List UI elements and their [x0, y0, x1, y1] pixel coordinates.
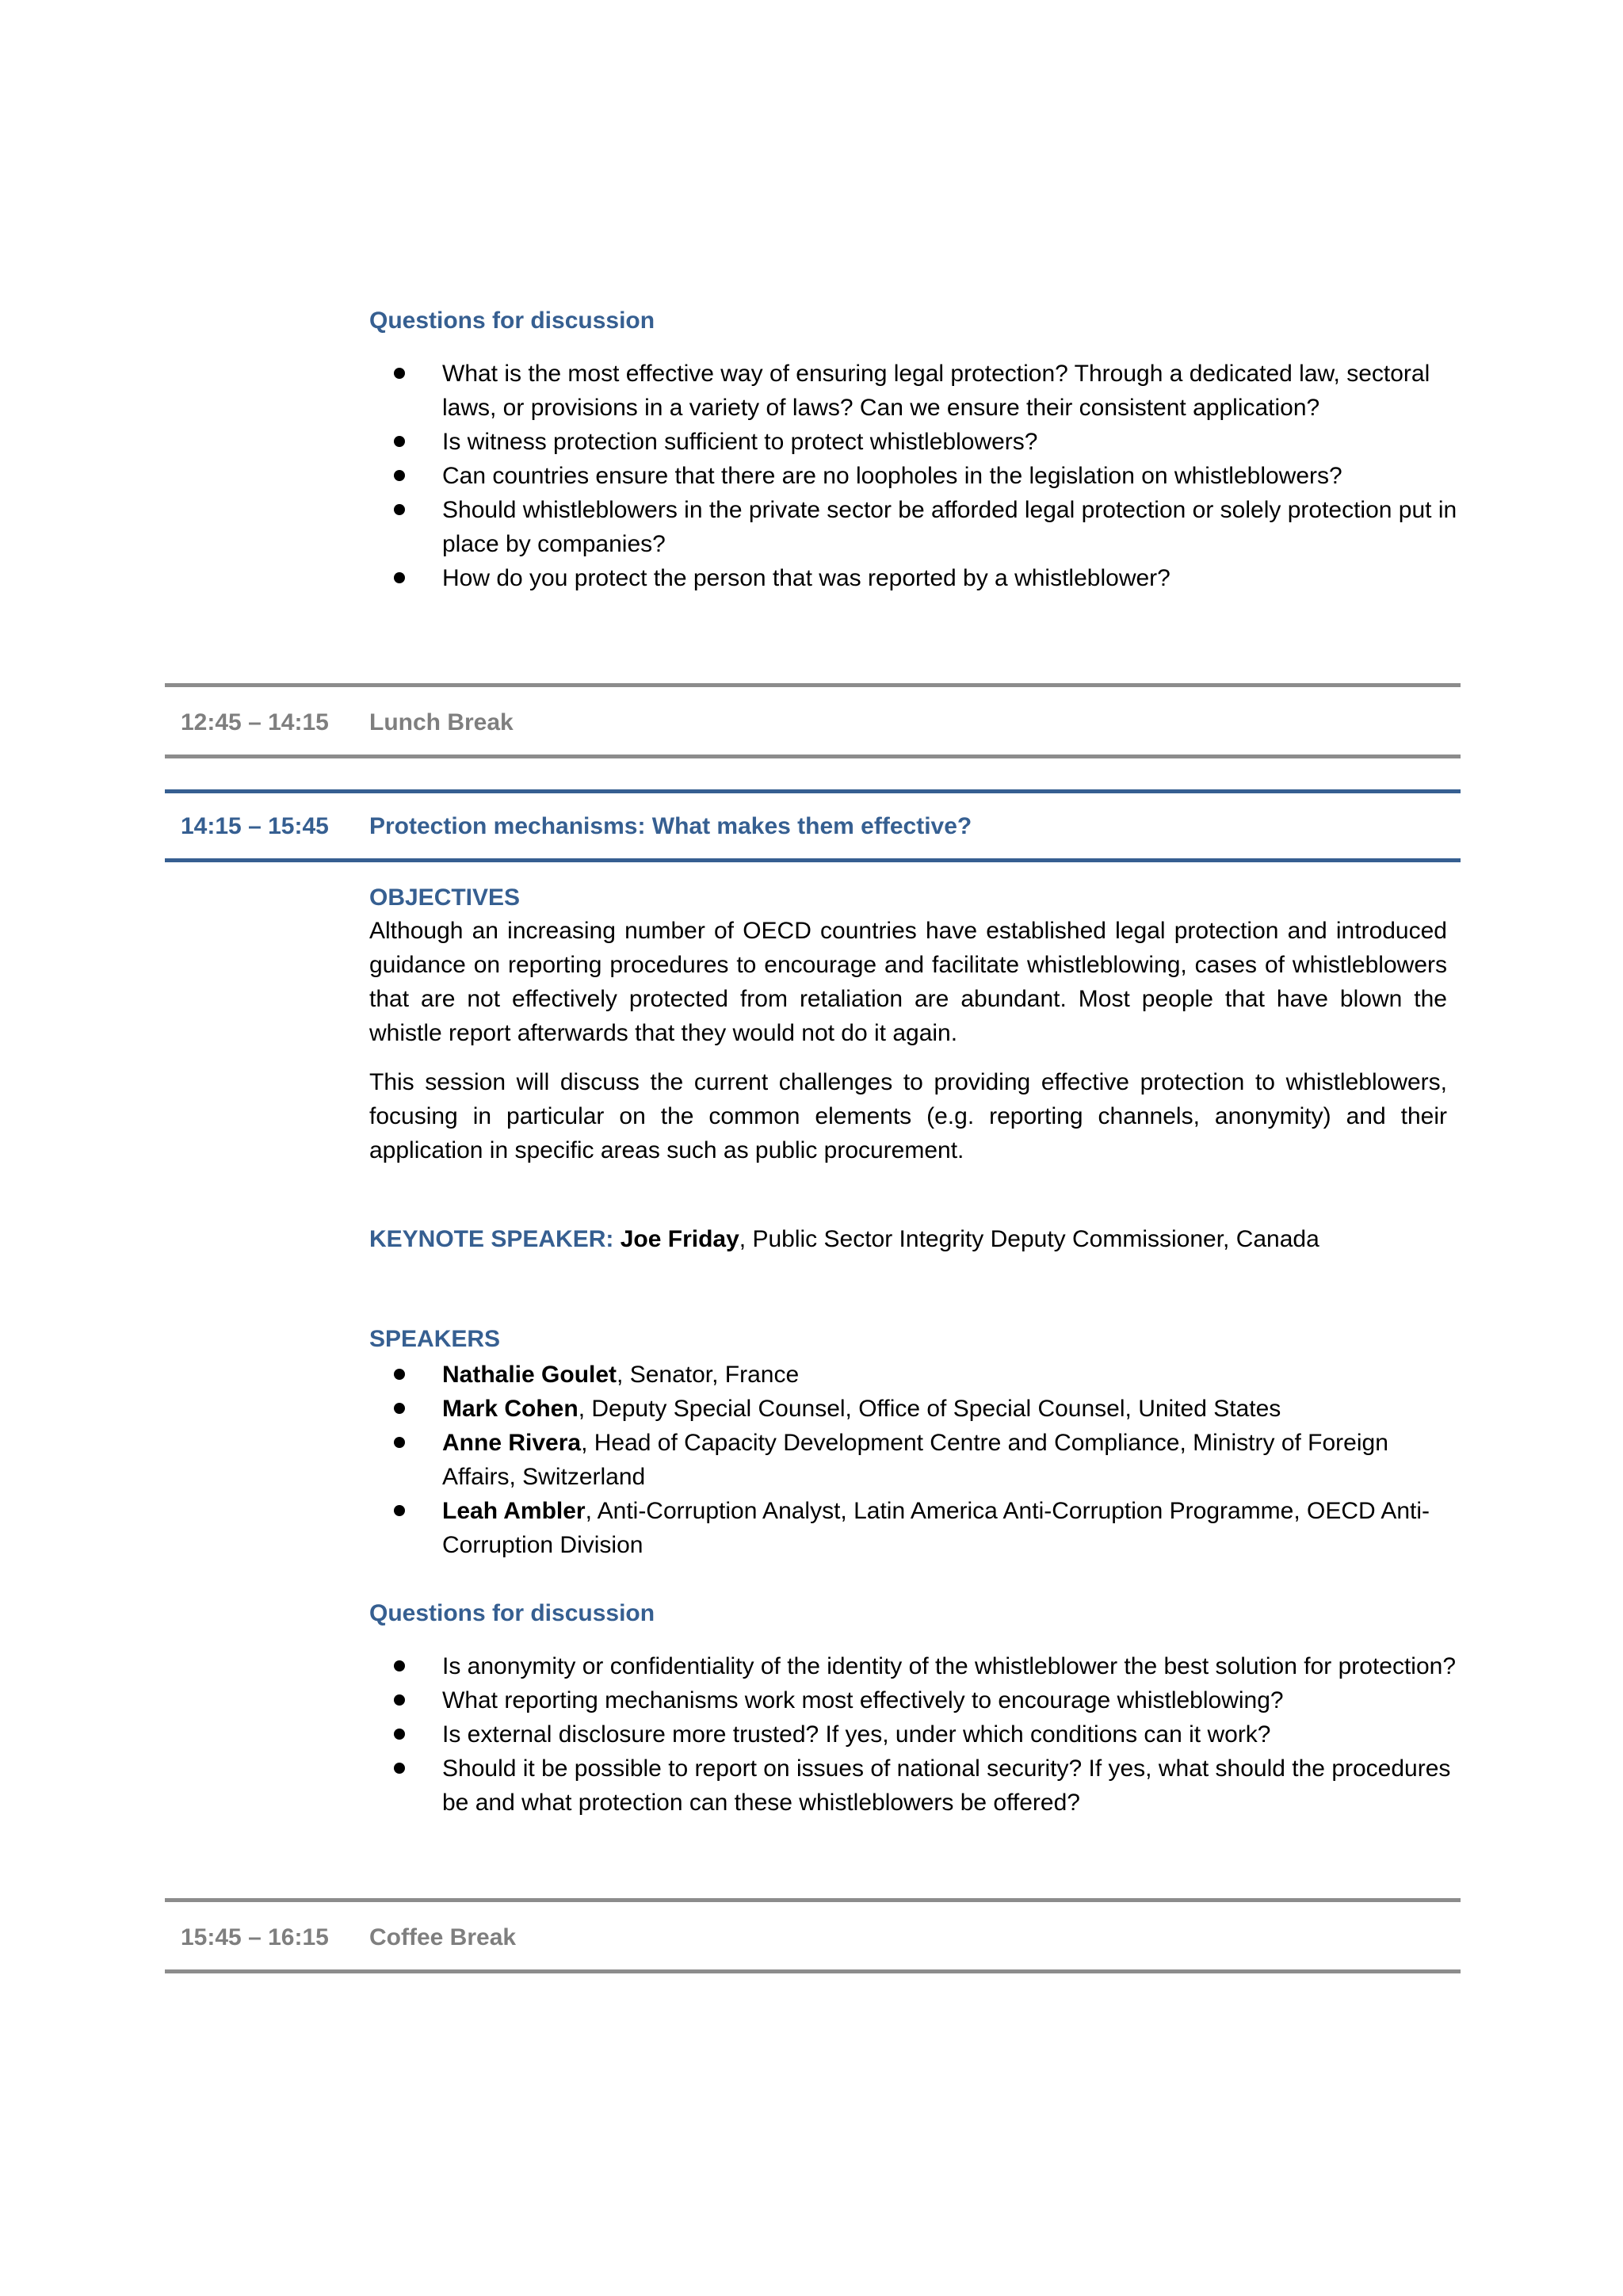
bullet-icon — [394, 1660, 405, 1671]
lunch-time: 12:45 – 14:15 — [181, 709, 329, 735]
keynote-role: , Public Sector Integrity Deputy Commissioner, Canada — [739, 1226, 1319, 1252]
questions-list-2 — [369, 1649, 1463, 1820]
objectives-paragraph-1: Although an increasing number of OECD countries have established legal protection and introduced guidance on reporting procedures to encourage and facilitate whistleblowing, cases of whistleblowers that are not effectively protected from retaliation are abundant. Most people that have blown the whistle report afterwards that they would not do it again. — [369, 918, 1447, 1046]
divider-rule — [165, 1969, 1461, 1973]
list-item — [369, 1392, 1463, 1426]
divider-rule — [165, 683, 1461, 687]
bullet-icon — [394, 1694, 405, 1706]
objectives-paragraph-2: This session will discuss the current challenges to providing effective protection to whistleblowers, focusing in particular on the common elements (e.g. reporting channels, anonymity) and their application in specific areas such as public procurement. — [369, 1069, 1447, 1163]
speaker-name: Anne Rivera — [442, 1430, 582, 1456]
bullet-icon — [394, 572, 405, 583]
coffee-title: Coffee Break — [369, 1924, 517, 1950]
speaker-role: , Anti-Corruption Analyst, Latin America Anti-Corruption Programme, OECD Anti-Corruption Division — [442, 1498, 1430, 1558]
divider-rule — [165, 755, 1461, 758]
bullet-icon — [394, 1505, 405, 1516]
session-time: 14:15 – 15:45 — [181, 813, 329, 839]
questions-heading-2: Questions for discussion — [369, 1600, 655, 1626]
speakers-list — [369, 1358, 1463, 1562]
list-item: Is external disclosure more trusted? If yes, under which conditions can it work? — [369, 1717, 1463, 1752]
list-item: Is anonymity or confidentiality of the identity of the whistleblower the best solution for protection? — [369, 1649, 1463, 1683]
divider-rule — [165, 1898, 1461, 1902]
bullet-icon — [394, 504, 405, 515]
speaker-role: , Head of Capacity Development Centre and Compliance, Ministry of Foreign Affairs, Switzerland — [442, 1430, 1388, 1490]
bullet-icon — [394, 1437, 405, 1448]
questions-heading-1: Questions for discussion — [369, 308, 655, 334]
session-title: Protection mechanisms: What makes them effective? — [369, 813, 972, 839]
bullet-icon — [394, 470, 405, 481]
list-item: Can countries ensure that there are no loopholes in the legislation on whistleblowers? — [369, 459, 1463, 493]
list-item — [369, 1426, 1463, 1494]
speaker-name: Nathalie Goulet — [442, 1362, 617, 1388]
speaker-role: , Deputy Special Counsel, Office of Special Counsel, United States — [578, 1396, 1281, 1422]
lunch-title: Lunch Break — [369, 709, 514, 735]
list-item: What reporting mechanisms work most effectively to encourage whistleblowing? — [369, 1683, 1463, 1717]
session-bottom-rule — [165, 858, 1461, 862]
list-item — [369, 1358, 1463, 1392]
list-item — [369, 1494, 1463, 1562]
list-item: Should it be possible to report on issues of national security? If yes, what should the procedures be and what protection can these whistleblowers be offered? — [369, 1752, 1463, 1820]
list-item: Is witness protection sufficient to protect whistleblowers? — [369, 425, 1463, 459]
bullet-icon — [394, 1763, 405, 1774]
bullet-icon — [394, 1369, 405, 1380]
objectives-heading: OBJECTIVES — [369, 884, 521, 911]
speaker-role: , Senator, France — [617, 1362, 800, 1388]
bullet-icon — [394, 368, 405, 379]
session-top-rule — [165, 789, 1461, 793]
list-item: What is the most effective way of ensuring legal protection? Through a dedicated law, sectoral laws, or provisions in a variety of laws? Can we ensure their consistent application? — [369, 357, 1463, 425]
bullet-icon — [394, 1403, 405, 1414]
list-item: How do you protect the person that was reported by a whistleblower? — [369, 561, 1463, 595]
speaker-name: Mark Cohen — [442, 1396, 579, 1422]
speakers-heading: SPEAKERS — [369, 1326, 501, 1352]
bullet-icon — [394, 1729, 405, 1740]
keynote-label: KEYNOTE SPEAKER: — [369, 1226, 614, 1252]
bullet-icon — [394, 436, 405, 447]
keynote-name: Joe Friday — [620, 1226, 739, 1252]
coffee-time: 15:45 – 16:15 — [181, 1924, 329, 1950]
list-item: Should whistleblowers in the private sector be afforded legal protection or solely protection put in place by companies? — [369, 493, 1463, 561]
questions-list-1 — [369, 357, 1463, 595]
speaker-name: Leah Ambler — [442, 1498, 586, 1524]
keynote-line — [369, 1222, 1447, 1256]
